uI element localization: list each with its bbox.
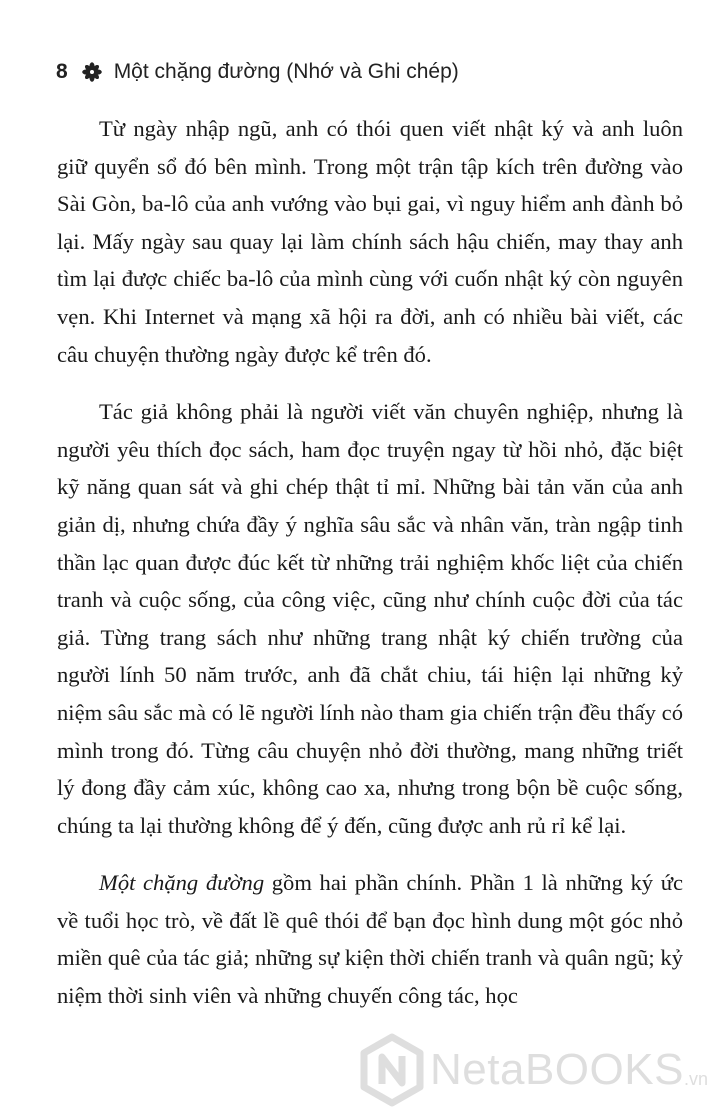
paragraph-3 (57, 864, 683, 1014)
paragraph-3-text: gồm hai phần chính. Phần 1 là những ký ức về tuổi học trò, về đất lề quê thói để bạn đọc hình dung một góc nhỏ miền quê của tác giả; những sự kiện thời chiến tranh và quân ngũ; kỷ niệm thời sinh viên và những chuyến công tác, học (57, 870, 684, 1009)
hexagon-n-logo-icon (360, 1034, 424, 1106)
paragraph-1: Từ ngày nhập ngũ, anh có thói quen viết nhật ký và anh luôn giữ quyển sổ đó bên mình. Trong một trận tập kích trên đường vào Sài Gòn, ba-lô của anh vướng vào bụi gai, vì nguy hiểm anh đành bỏ lại. Mấy ngày sau quay lại làm chính sách hậu chiến, may thay anh tìm lại được chiếc ba-lô của mình cùng với cuốn nhật ký còn nguyên vẹn. Khi Internet và mạng xã hội ra đời, anh có nhiều bài viết, các câu chuyện thường ngày được kể trên đó. (57, 116, 683, 367)
book-title-italic: Một chặng đường (99, 870, 265, 896)
watermark (360, 1030, 708, 1110)
asterisk-flower-icon (82, 62, 102, 82)
watermark-brand: NetaBOOKS (430, 1045, 684, 1094)
watermark-suffix: .vn (683, 1069, 708, 1089)
book-title: Một chặng đường (Nhớ và Ghi chép) (113, 60, 459, 83)
running-header (56, 54, 459, 90)
paragraph-2: Tác giả không phải là người viết văn chuyên nghiệp, nhưng là người yêu thích đọc sách, ham đọc truyện ngay từ hồi nhỏ, đặc biệt kỹ năng quan sát và ghi chép thật tỉ mỉ. Những bài tản văn của anh giản dị, nhưng chứa đầy ý nghĩa sâu sắc và nhân văn, tràn ngập tinh thần lạc quan được đúc kết từ những trải nghiệm khốc liệt của chiến tranh và cuộc sống, của công việc, cũng như chính cuộc đời của tác giả. Từng trang sách như những trang nhật ký chiến trường của người lính 50 năm trước, anh đã chắt chiu, tái hiện lại những kỷ niệm sâu sắc mà có lẽ người lính nào tham gia chiến trận đều thấy có mình trong đó. Từng câu chuyện nhỏ đời thường, mang những triết lý đong đầy cảm xúc, không cao xa, nhưng trong bộn bề cuộc sống, chúng ta lại thường không để ý đến, cũng được anh rủ rỉ kể lại. (57, 399, 683, 838)
page-body (57, 110, 683, 1035)
page-number: 8 (56, 60, 68, 83)
